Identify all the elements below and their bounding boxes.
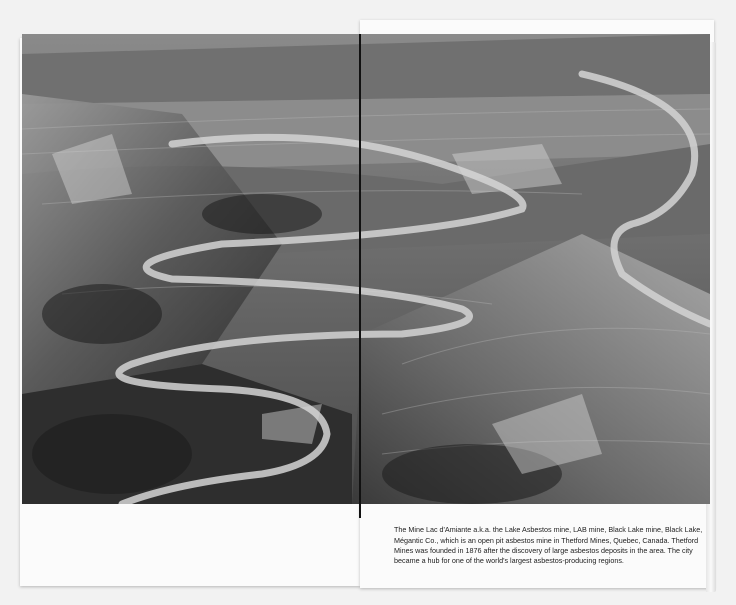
book-spine: [359, 34, 361, 518]
photo-caption: The Mine Lac d'Amiante a.k.a. the Lake Asbestos mine, LAB mine, Black Lake mine, Black Lake, Mégantic Co., which is an open pit asbestos mine in Thetford Mines, Quebec, Canada. Thetford Mines was founded in 1876 after the discovery of large asbestos deposits in the area. The city became a hub for one of the world's largest asbestos-producing regions.: [394, 525, 703, 566]
mine-photograph: [22, 34, 710, 504]
